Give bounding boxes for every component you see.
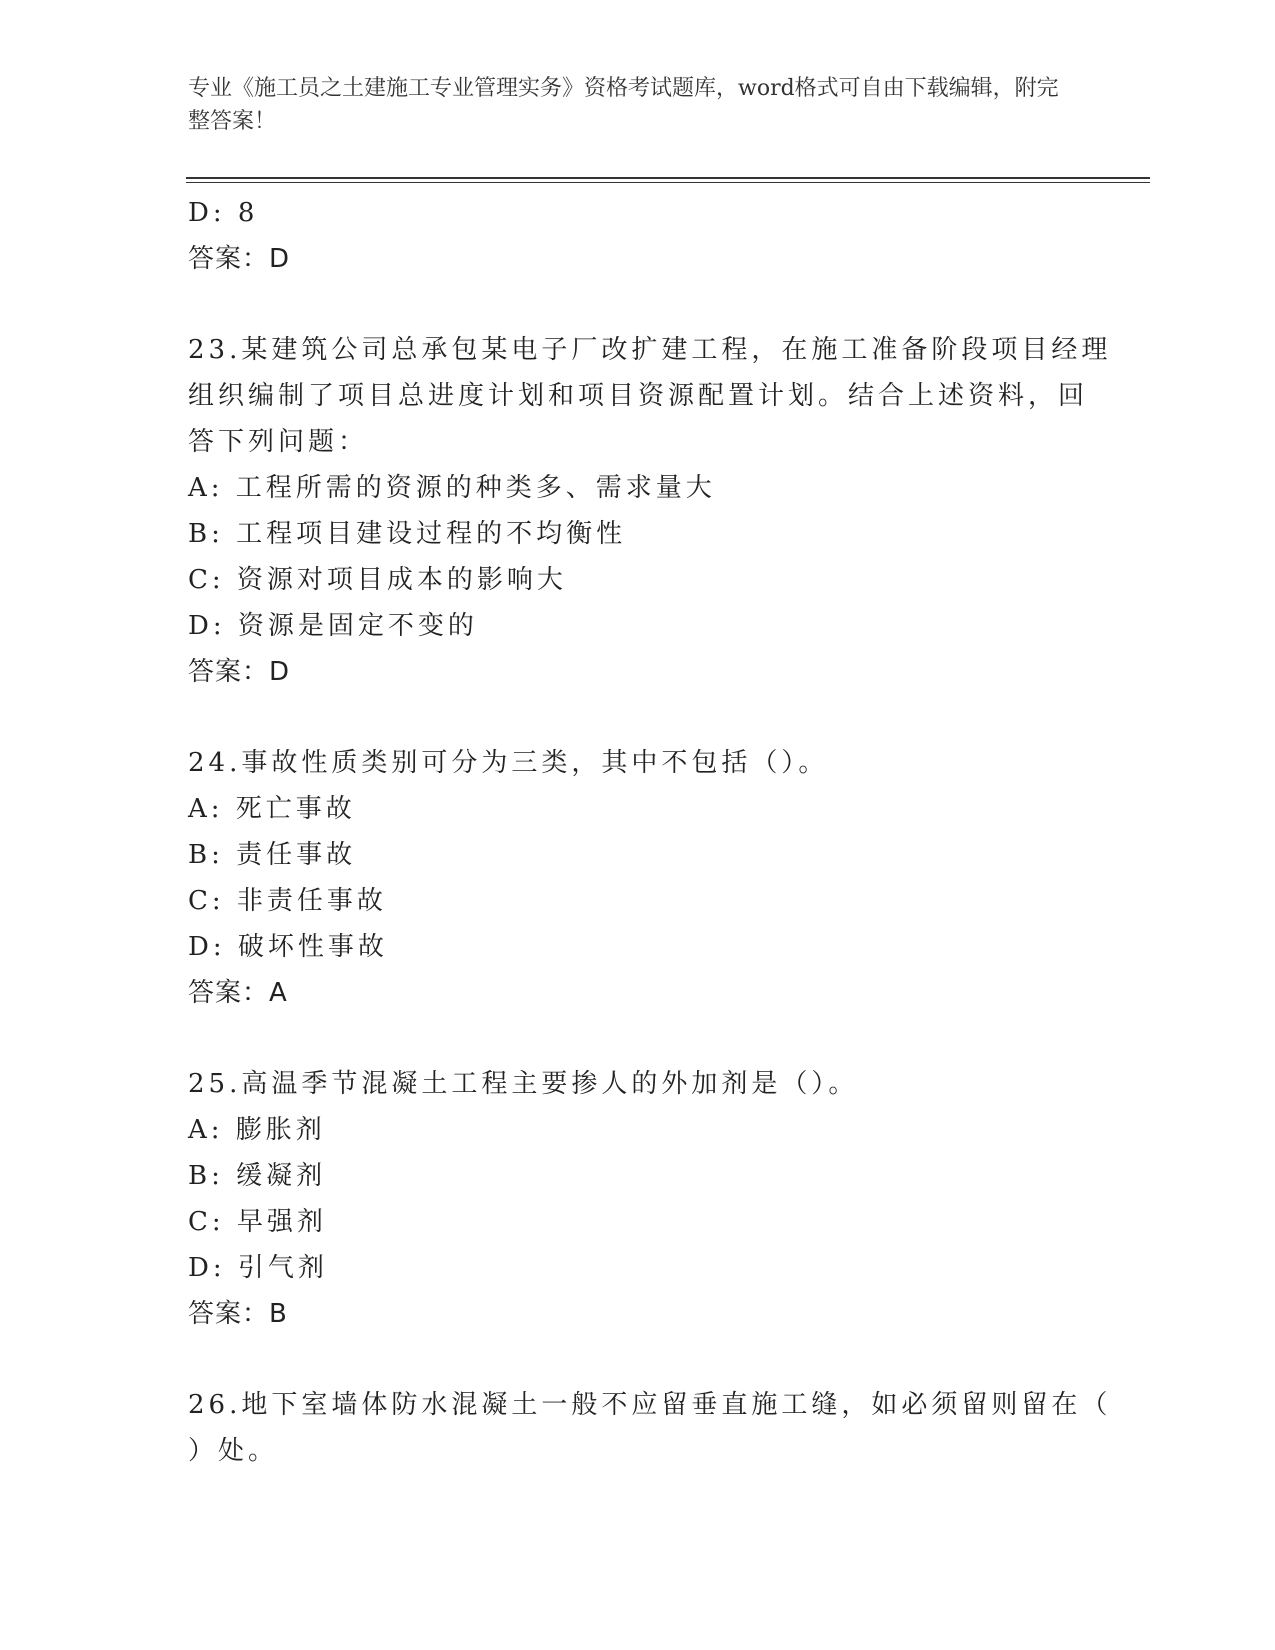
- question-text-line: 26.地下室墙体防水混凝土一般不应留垂直施工缝，如必须留则留在（: [188, 1390, 1112, 1420]
- option-b: B: 工程项目建设过程的不均衡性: [188, 519, 627, 549]
- question-text-line: 25.高温季节混凝土工程主要掺人的外加剂是（）。: [188, 1069, 859, 1099]
- answer: 答案：D: [188, 244, 291, 274]
- option-b: B: 责任事故: [188, 840, 357, 870]
- answer: 答案：D: [188, 657, 291, 687]
- question-text-line: 答下列问题：: [188, 427, 369, 457]
- question-23: [188, 327, 1112, 695]
- header-rule-thin: [186, 182, 1150, 183]
- option-c: C: 资源对项目成本的影响大: [188, 565, 567, 595]
- option-d: D: 资源是固定不变的: [188, 611, 478, 641]
- option-b: B: 缓凝剂: [188, 1161, 327, 1191]
- question-text-line: ）处。: [188, 1436, 279, 1466]
- header-rule-thick: [186, 177, 1150, 179]
- question-25: [188, 1061, 1088, 1337]
- option-a: A: 死亡事故: [188, 794, 356, 824]
- question-content: [188, 190, 1112, 1474]
- option-c: C: 非责任事故: [188, 886, 387, 916]
- option-a: A: 工程所需的资源的种类多、需求量大: [188, 473, 716, 503]
- question-26: [188, 1382, 1112, 1474]
- question-text-line: 组织编制了项目总进度计划和项目资源配置计划。结合上述资料，回: [188, 381, 1089, 411]
- question-text-line: 23.某建筑公司总承包某电子厂改扩建工程，在施工准备阶段项目经理: [188, 335, 1112, 365]
- option-d: D: 引气剂: [188, 1253, 328, 1283]
- document-header: 专业《施工员之土建施工专业管理实务》资格考试题库，word格式可自由下载编辑，附完整答案！: [188, 76, 1059, 134]
- answer: 答案：B: [188, 1299, 288, 1329]
- option-a: A: 膨胀剂: [188, 1115, 326, 1145]
- option-d: D: 8: [188, 198, 259, 228]
- question-24: [188, 740, 1088, 1016]
- option-d: D: 破坏性事故: [188, 932, 388, 962]
- question-text-line: 24.事故性质类别可分为三类，其中不包括（）。: [188, 748, 829, 778]
- answer: 答案：A: [188, 978, 288, 1008]
- option-c: C: 早强剂: [188, 1207, 327, 1237]
